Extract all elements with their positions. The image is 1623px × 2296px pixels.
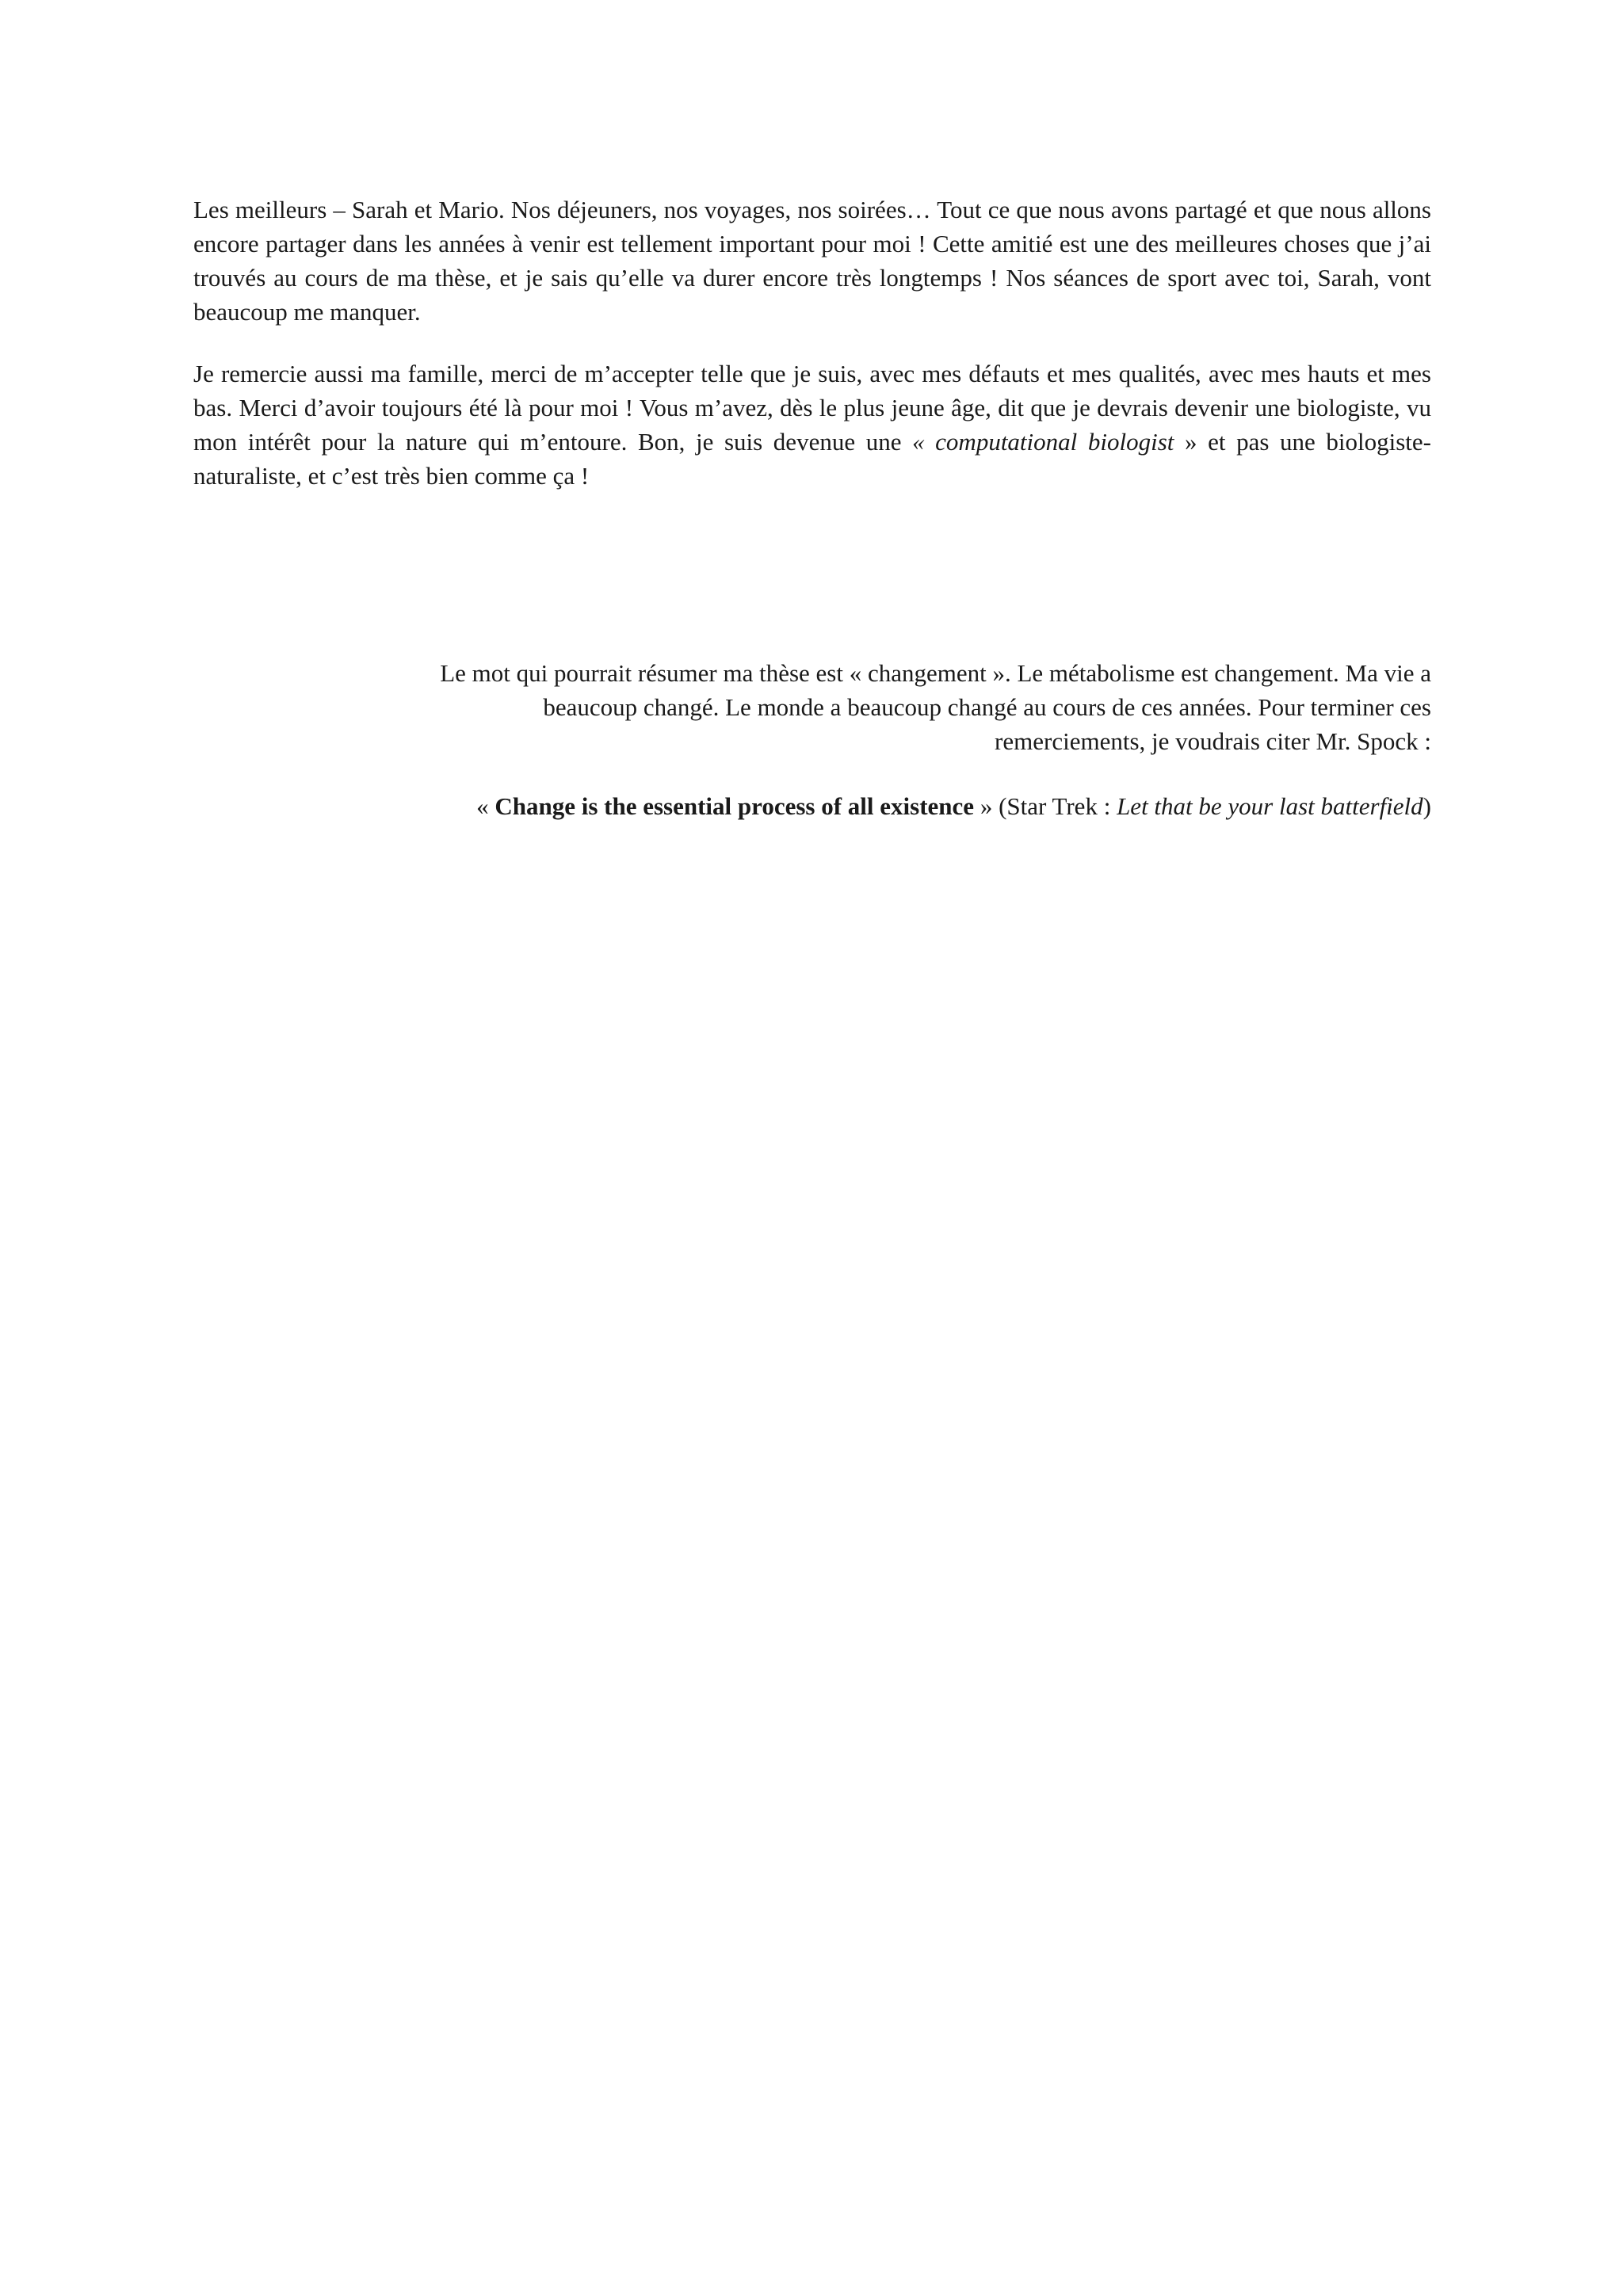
quote-text: Change is the essential process of all existence	[495, 792, 975, 820]
epigraph-intro	[242, 656, 1431, 758]
quote-close: » (Star Trek :	[974, 792, 1117, 820]
italic-term: « computational biologist	[912, 428, 1174, 456]
epigraph-line: Le mot qui pourrait résumer ma thèse est « changement ». Le métabolisme est changement. Ma vie a	[440, 659, 1431, 687]
quote-source-title: Let that be your last batterfield	[1117, 792, 1423, 820]
quote-open: «	[476, 792, 495, 820]
epigraph-line: beaucoup changé. Le monde a beaucoup changé au cours de ces années. Pour terminer ces	[543, 693, 1431, 721]
paragraph-text: Je remercie aussi ma famille, merci de m’accepter telle que je suis, avec mes défauts et mes qualités, avec mes hauts et mes bas. Merci d’avoir toujours été là pour moi ! Vous m’avez, dès le plus jeune âge, dit que je devrais devenir une biologiste, vu mon intérêt pour la nature qui m’entoure. Bon, je suis devenue une	[193, 360, 1431, 456]
paragraph-friends	[193, 193, 1431, 329]
paragraph-family	[193, 357, 1431, 493]
quote-source-close: )	[1423, 792, 1431, 820]
epigraph-line: remerciements, je voudrais citer Mr. Spock :	[995, 727, 1431, 755]
epigraph-quote	[242, 789, 1431, 823]
paragraph-text-end: » et pas une biologiste-naturaliste, et c’est très bien comme ça !	[193, 428, 1431, 490]
paragraph-text: Les meilleurs – Sarah et Mario. Nos déjeuners, nos voyages, nos soirées… Tout ce que nous avons partagé et que nous allons encore partager dans les années à venir est tellement important pour moi ! Cette amitié est une des meilleures choses que j’ai trouvés au cours de ma thèse, et je sais qu’elle va durer encore très longtemps ! Nos séances de sport avec toi, Sarah, vont beaucoup me manquer.	[193, 196, 1431, 326]
